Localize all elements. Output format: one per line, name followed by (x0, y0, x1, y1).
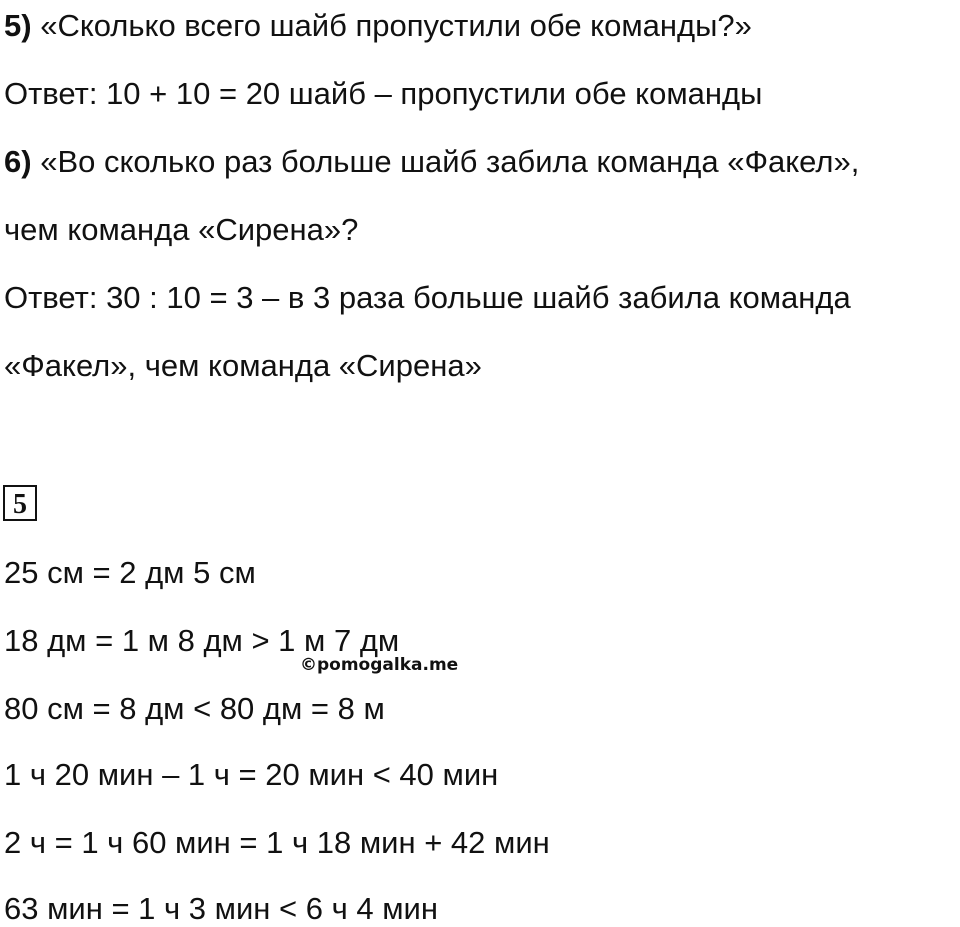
question-6-number: 6) (4, 144, 32, 179)
task-5-line: 18 дм = 1 м 8 дм > 1 м 7 дм (4, 623, 400, 658)
watermark: ©pomogalka.me (300, 655, 459, 675)
question-5-number: 5) (4, 8, 32, 43)
answer-5: Ответ: 10 + 10 = 20 шайб – пропустили обе команды (4, 76, 763, 111)
task-5-line: 1 ч 20 мин – 1 ч = 20 мин < 40 мин (4, 757, 499, 792)
question-6-text-line2: чем команда «Сирена»? (4, 212, 359, 247)
question-5-text: «Сколько всего шайб пропустили обе команды?» (40, 8, 752, 43)
answer-6-line1: Ответ: 30 : 10 = 3 – в 3 раза больше шайб забила команда (4, 280, 851, 315)
answer-6-line2: «Факел», чем команда «Сирена» (4, 348, 482, 383)
task-5-line: 80 см = 8 дм < 80 дм = 8 м (4, 691, 385, 726)
task-5-number-box: 5 (3, 485, 37, 521)
task-5-line: 2 ч = 1 ч 60 мин = 1 ч 18 мин + 42 мин (4, 825, 550, 860)
task-5-line: 63 мин = 1 ч 3 мин < 6 ч 4 мин (4, 891, 438, 926)
question-5 (4, 8, 752, 44)
question-6-text-line1: «Во сколько раз больше шайб забила команда «Факел», (40, 144, 860, 179)
task-5-line: 25 см = 2 дм 5 см (4, 555, 256, 590)
question-6 (4, 144, 859, 180)
